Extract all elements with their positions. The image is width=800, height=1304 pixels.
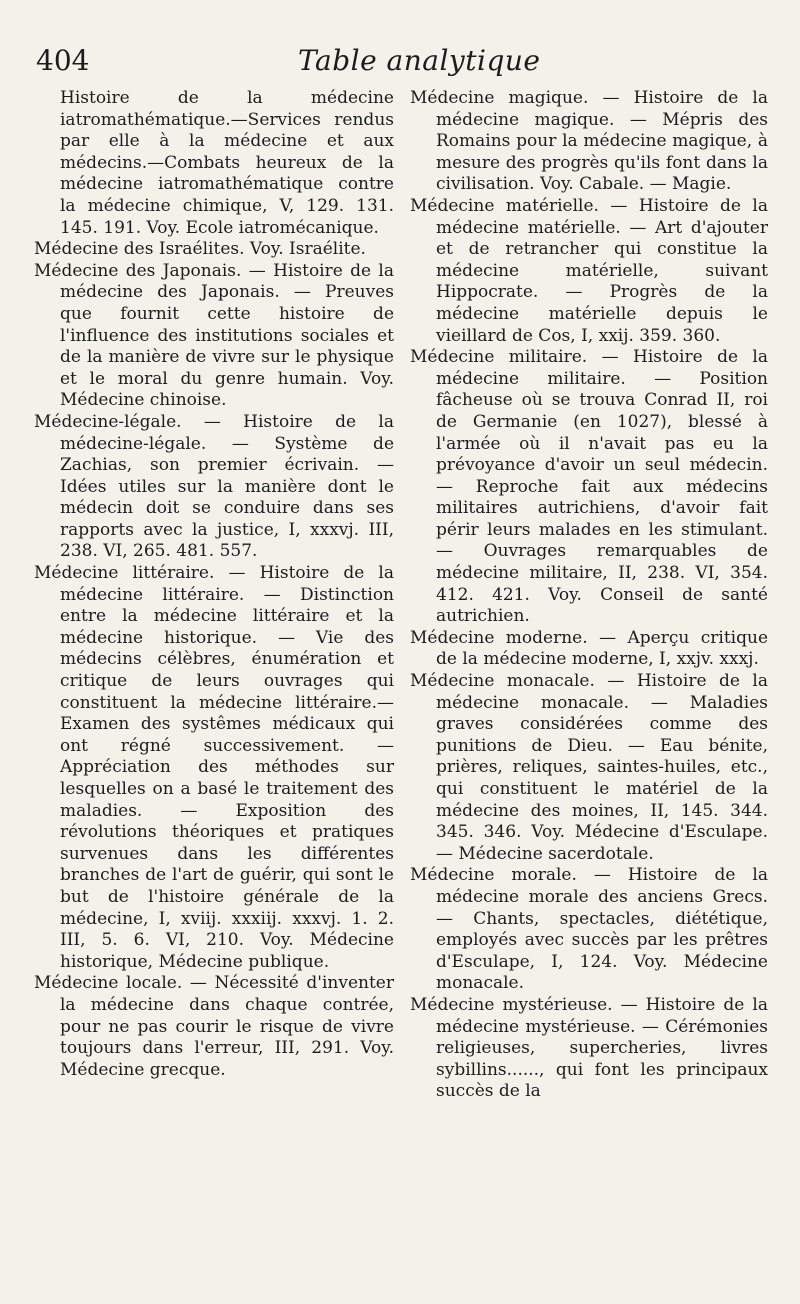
entry-headword: Médecine matérielle. <box>410 195 599 216</box>
entry-text: — Histoire de la médecine magique. — Mépris des Romains pour la médecine magique, à mesure des progrès qu'ils font dans la civilisation. Voy. Cabale. — Magie. <box>436 88 768 195</box>
entry-text: — Histoire de la médecine des Japonais. — Preuves que fournit cette histoire de l'influence des institutions sociales et de la manière de vivre sur le physique et le moral du genre humain. Voy. Médecine chinoise. <box>60 260 394 411</box>
entry-headword: Médecine magique. <box>410 88 589 108</box>
entry-text: Histoire de la médecine iatromathématique.—Services rendus par elle à la médecine et aux médecins.—Combats heureux de la médecine iatromathématique contre la médecine chimique, V, 129. 131. 145. 191. Voy. Ecole iatromécanique. <box>60 88 394 238</box>
entry-text: — Histoire de la médecine littéraire. — Distinction entre la médecine littéraire et la médecine historique. — Vie des médecins célèbres, énumération et critique de leurs ouvrages qui constituent la médecine littéraire.—Examen des systêmes médicaux qui ont régné successivement. — Appréciation des méthodes sur lesquelles on a basé le traitement des maladies. — Exposition des révolutions théoriques et pratiques survenues dans les différentes branches de l'art de guérir, qui sont le but de l'histoire générale de la médecine, I, xviij. xxxiij. xxxvj. 1. 2. III, 5. 6. VI, 210. Voy. Médecine historique, Médecine publique. <box>60 563 394 972</box>
index-entry <box>34 239 394 261</box>
entry-text: — Histoire de la médecine monacale. — Maladies graves considérées comme des punitions de Dieu. — Eau bénite, prières, reliques, saintes-huiles, etc., qui constituent le matériel de la médecine des moines, II, 145. 344. 345. 346. Voy. Médecine d'Esculape. — Médecine sacerdotale. <box>436 671 768 864</box>
index-entry <box>410 865 768 995</box>
page-number: 404 <box>36 44 90 77</box>
entry-headword: Médecine militaire. <box>410 347 588 368</box>
entry-text: — Histoire de la médecine mystérieuse. — Cérémonies religieuses, supercheries, livres sybillins......, qui font les principaux succès de la <box>436 994 768 1102</box>
index-entry <box>410 196 768 347</box>
index-entry <box>410 671 768 865</box>
entry-headword: Médecine littéraire. <box>34 563 215 584</box>
entry-text: — Nécessité d'inventer la médecine dans chaque contrée, pour ne pas courir le risque de vivre toujours dans l'erreur, III, 291. Voy. Médecine grecque. <box>60 973 394 1080</box>
entry-text: — Histoire de la médecine morale des anciens Grecs. — Chants, spectacles, diététique, employés avec succès par les prêtres d'Esculape, I, 124. Voy. Médecine monacale. <box>436 865 768 994</box>
entry-text: — Histoire de la médecine militaire. — Position fâcheuse où se trouva Conrad II, roi de Germanie (en 1027), blessé à l'armée où il n'avait pas eu la prévoyance d'avoir un seul médecin. — Reproche fait aux médecins militaires autrichiens, d'avoir fait périr leurs malades en les stimulant. — Ouvrages remarquables de médecine militaire, II, 238. VI, 354. 412. 421. Voy. Conseil de santé autrichien. <box>436 347 768 627</box>
entry-headword: Médecine-légale. <box>34 411 182 432</box>
index-entry <box>410 88 768 196</box>
entry-text: Voy. Israélite. <box>244 239 366 260</box>
left-column <box>34 88 394 1081</box>
index-entry <box>34 88 394 239</box>
entry-headword: Médecine locale. <box>34 973 183 994</box>
entry-headword: Médecine des Israélites. <box>34 239 245 260</box>
index-entry <box>34 412 394 563</box>
index-entry <box>34 261 394 412</box>
entry-text: — Histoire de la médecine matérielle. — Art d'ajouter et de retrancher qui constitue la médecine matérielle, suivant Hippocrate. — Progrès de la médecine matérielle depuis le vieillard de Cos, I, xxij. 359. 360. <box>436 195 768 346</box>
right-column <box>410 88 768 1103</box>
index-entry <box>410 347 768 628</box>
page-header <box>30 42 770 82</box>
index-entry <box>410 995 768 1103</box>
index-entry <box>34 563 394 973</box>
entry-headword: Médecine moderne. <box>410 627 588 648</box>
entry-text: — Histoire de la médecine-légale. — Système de Zachias, son premier écrivain. — Idées utiles sur la manière dont le médecin doit se conduire dans ses rapports avec la justice, I, xxxvj. III, 238. VI, 265. 481. 557. <box>60 411 394 562</box>
index-entry <box>410 628 768 671</box>
entry-headword: Médecine des Japonais. <box>34 260 242 281</box>
entry-headword: Médecine mystérieuse. <box>410 994 613 1015</box>
index-entry <box>34 973 394 1081</box>
entry-text: — Aperçu critique de la médecine moderne, I, xxjv. xxxj. <box>436 627 768 670</box>
entry-headword: Médecine morale. <box>410 865 577 886</box>
entry-headword: Médecine monacale. <box>410 671 595 692</box>
running-title: Table analytique <box>298 44 541 77</box>
